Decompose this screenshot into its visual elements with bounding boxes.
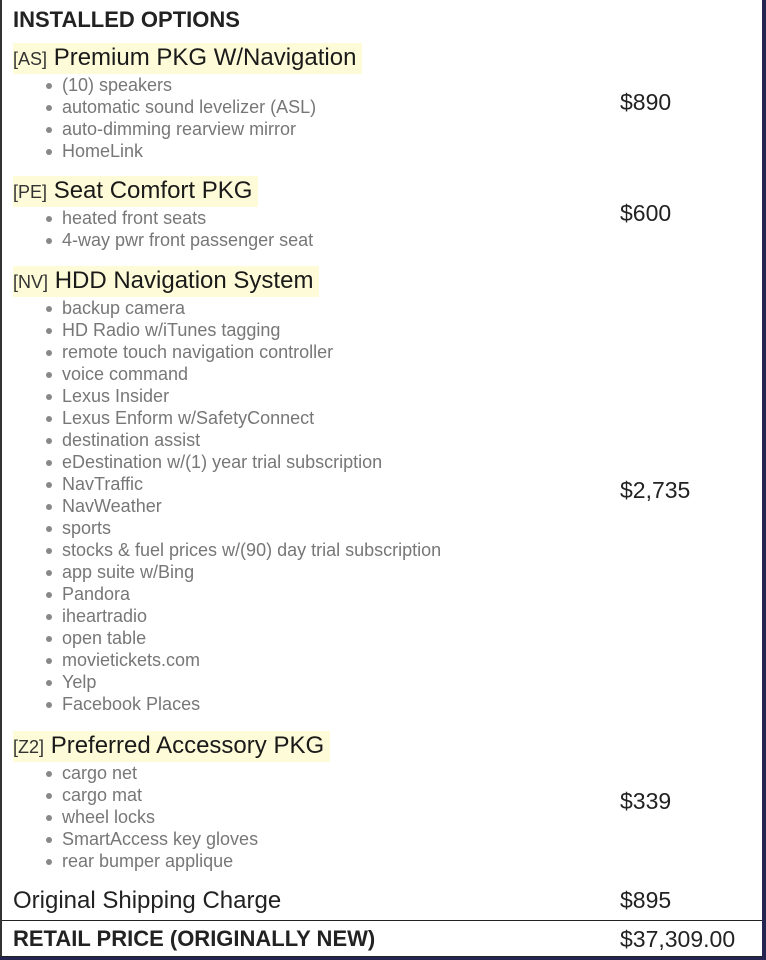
feature-item: iheartradio	[46, 605, 620, 627]
feature-item: Lexus Enform w/SafetyConnect	[46, 407, 620, 429]
feature-item: open table	[46, 627, 620, 649]
package-name: Premium PKG W/Navigation	[53, 44, 357, 71]
feature-item: cargo net	[46, 762, 620, 784]
feature-item: HomeLink	[46, 140, 620, 162]
feature-item: stocks & fuel prices w/(90) day trial subscription	[46, 539, 620, 561]
feature-item: heated front seats	[46, 207, 620, 229]
feature-item: auto-dimming rearview mirror	[46, 118, 620, 140]
feature-item: app suite w/Bing	[46, 561, 620, 583]
feature-item: NavTraffic	[46, 473, 620, 495]
feature-item: HD Radio w/iTunes tagging	[46, 319, 620, 341]
feature-item: automatic sound levelizer (ASL)	[46, 96, 620, 118]
package-name: HDD Navigation System	[54, 267, 314, 294]
feature-item: Yelp	[46, 671, 620, 693]
package-features	[13, 297, 620, 715]
window-edge	[762, 0, 766, 960]
feature-item: Lexus Insider	[46, 385, 620, 407]
option-package	[13, 176, 758, 251]
feature-item: remote touch navigation controller	[46, 341, 620, 363]
feature-item: SmartAccess key gloves	[46, 828, 620, 850]
feature-item: eDestination w/(1) year trial subscription	[46, 451, 620, 473]
package-name: Seat Comfort PKG	[53, 177, 253, 204]
feature-item: voice command	[46, 363, 620, 385]
package-name: Preferred Accessory PKG	[50, 732, 325, 759]
installed-options-heading: INSTALLED OPTIONS	[13, 7, 240, 32]
feature-item: NavWeather	[46, 495, 620, 517]
feature-item: (10) speakers	[46, 74, 620, 96]
feature-item: destination assist	[46, 429, 620, 451]
package-title	[13, 731, 330, 762]
feature-item: 4-way pwr front passenger seat	[46, 229, 620, 251]
shipping-price: $895	[620, 887, 672, 913]
shipping-label: Original Shipping Charge	[13, 887, 282, 914]
package-features	[13, 74, 620, 162]
package-code: [AS]	[13, 49, 48, 69]
feature-item: wheel locks	[46, 806, 620, 828]
feature-item: backup camera	[46, 297, 620, 319]
divider	[2, 920, 762, 921]
package-title	[13, 266, 319, 297]
feature-item: cargo mat	[46, 784, 620, 806]
option-package	[13, 731, 758, 872]
option-package	[13, 266, 758, 715]
shipping-row	[13, 887, 758, 915]
feature-item: rear bumper applique	[46, 850, 620, 872]
retail-price: $37,309.00	[620, 926, 736, 952]
package-features	[13, 207, 620, 251]
feature-item: Facebook Places	[46, 693, 620, 715]
package-code: [PE]	[13, 182, 48, 202]
feature-item: Pandora	[46, 583, 620, 605]
retail-row	[13, 926, 758, 953]
option-package	[13, 43, 758, 162]
package-code: [Z2]	[13, 737, 45, 757]
package-price: $2,735	[620, 477, 691, 503]
package-code: [NV]	[13, 272, 49, 292]
feature-item: sports	[46, 517, 620, 539]
package-title	[13, 43, 362, 74]
package-price: $600	[620, 200, 672, 226]
package-price: $339	[620, 788, 672, 814]
retail-label: RETAIL PRICE (ORIGINALLY NEW)	[13, 926, 376, 951]
package-title	[13, 176, 258, 207]
package-features	[13, 762, 620, 872]
package-price: $890	[620, 89, 672, 115]
feature-item: movietickets.com	[46, 649, 620, 671]
